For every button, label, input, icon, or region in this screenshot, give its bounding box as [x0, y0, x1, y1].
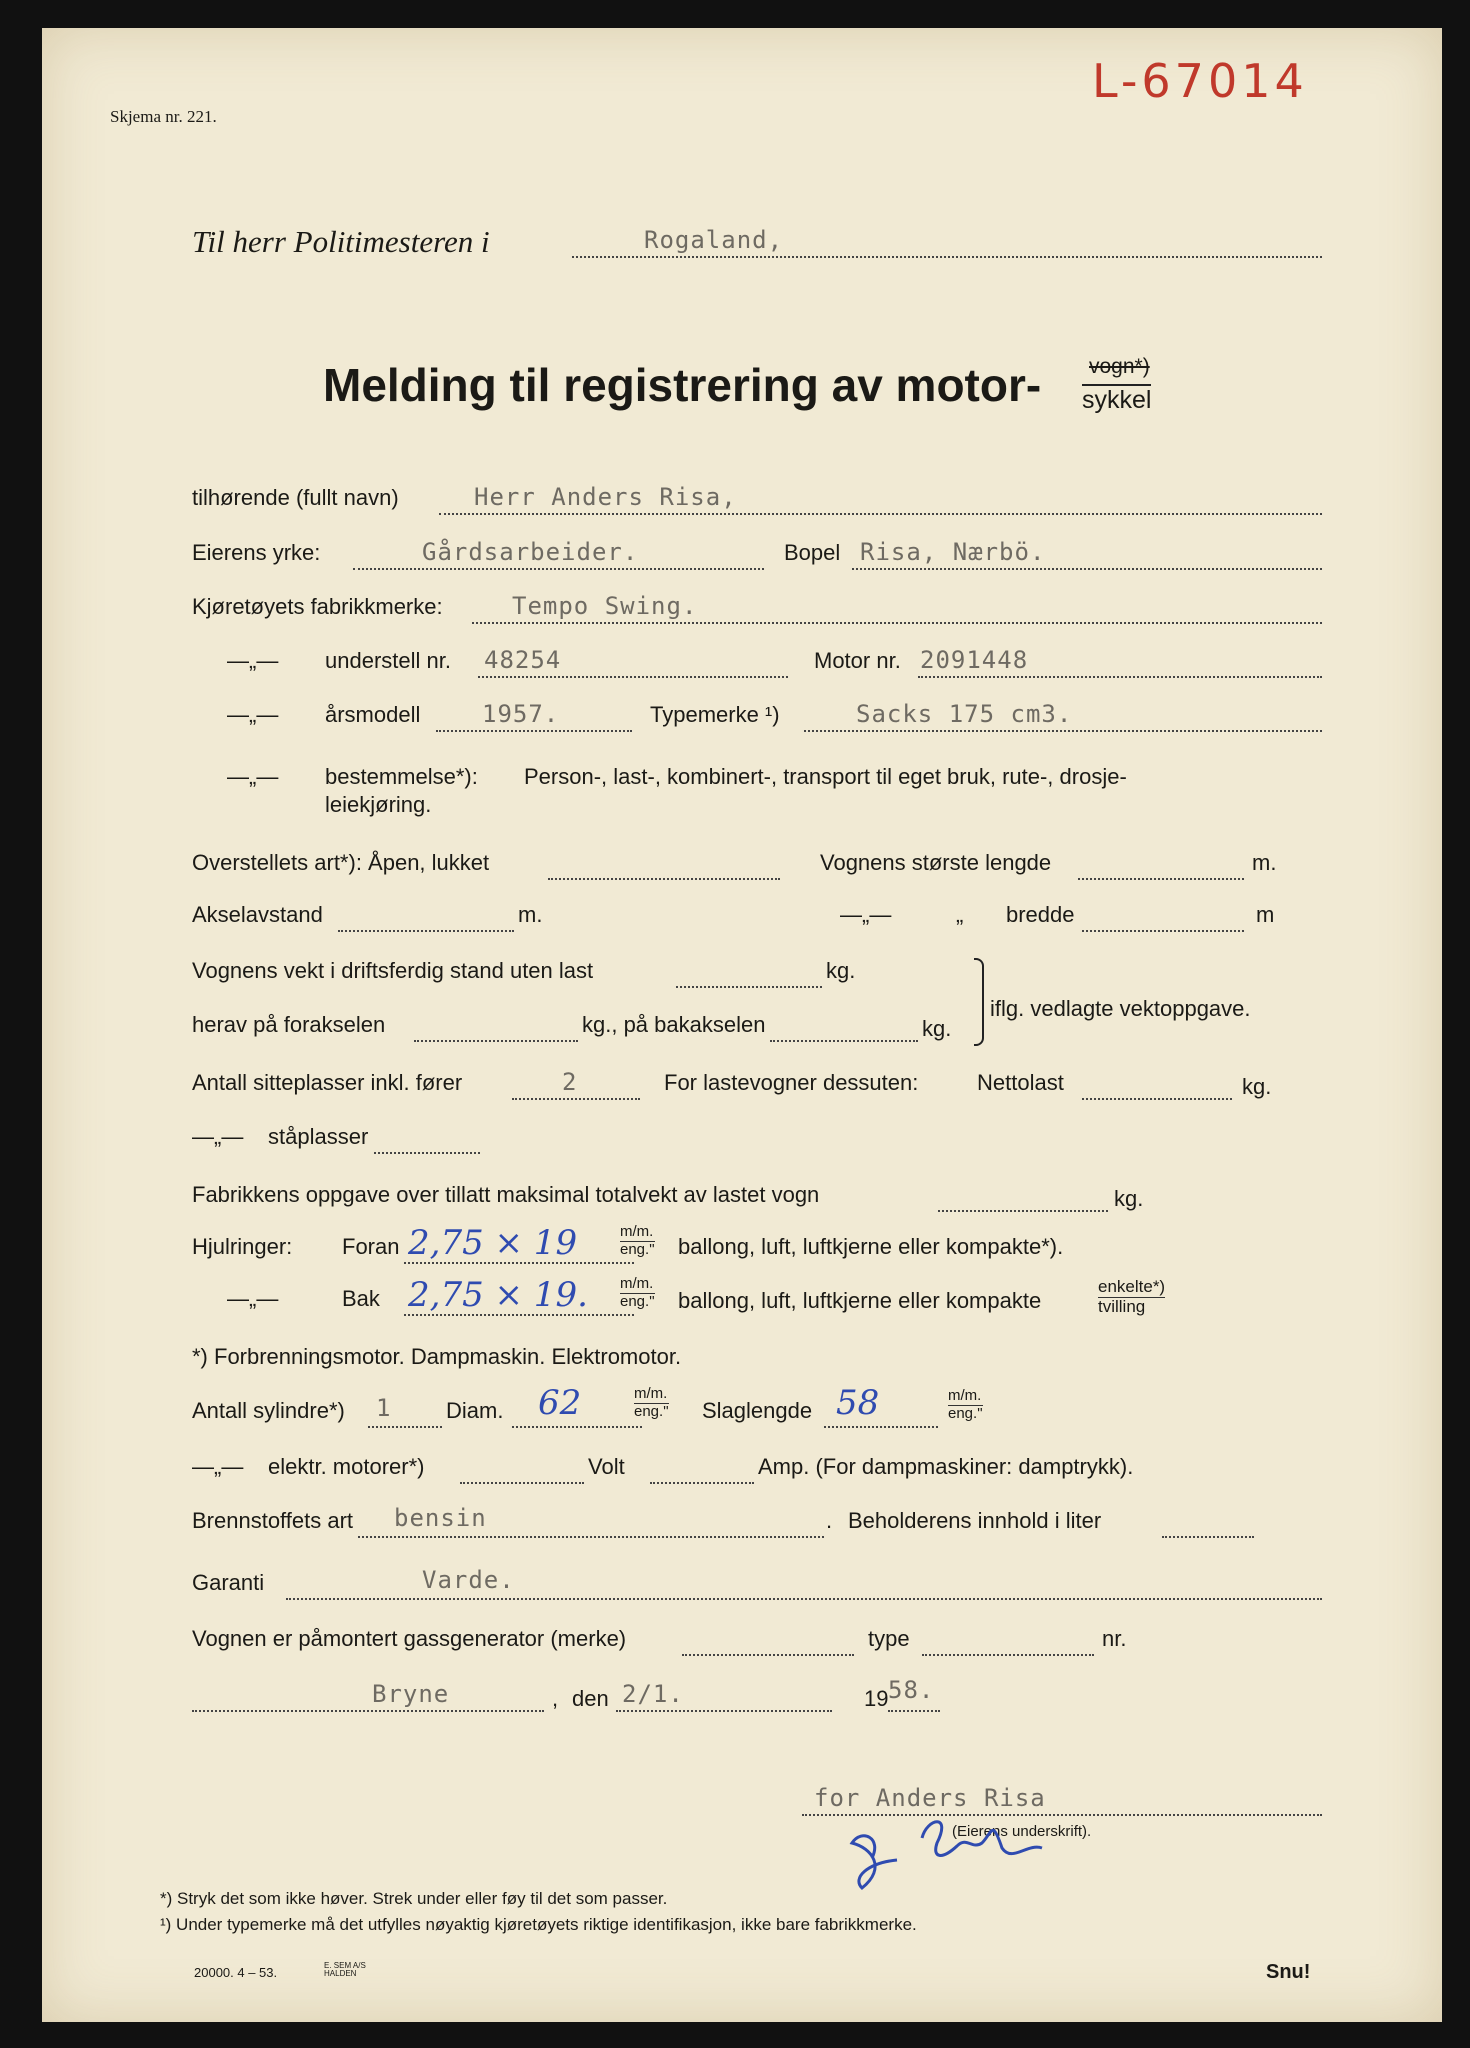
rear-tyre-value: 2,75 × 19. — [408, 1275, 588, 1315]
seats-value: 2 — [562, 1068, 578, 1096]
title-option-sykkel: sykkel — [1082, 386, 1152, 414]
weight-brace — [974, 958, 984, 1046]
front-tyre-value: 2,75 × 19 — [408, 1223, 578, 1263]
body-label: Overstellets art*): Åpen, lukket — [192, 850, 490, 875]
addressee-line — [572, 256, 1322, 258]
ditto-mark: —„— — [227, 1286, 279, 1311]
rear-axle-label: kg., på bakakselen — [582, 1012, 766, 1037]
owner-value: Herr Anders Risa, — [474, 483, 737, 511]
tank-line — [1162, 1536, 1254, 1538]
year-label: årsmodell — [325, 702, 421, 727]
ditto-comma: „ — [956, 902, 964, 927]
gas-type-label: type — [868, 1626, 910, 1651]
signature-for: for Anders Risa — [814, 1784, 1046, 1812]
type-label: Typemerke ¹) — [650, 702, 780, 727]
guarantee-label: Garanti — [192, 1570, 265, 1595]
engine-types: *) Forbrenningsmotor. Dampmaskin. Elektromotor. — [192, 1344, 682, 1369]
seats-label: Antall sitteplasser inkl. fører — [192, 1070, 463, 1095]
turn-over-note: Snu! — [1266, 1961, 1311, 1983]
cylinders-value: 1 — [376, 1394, 392, 1422]
form-title: Melding til registrering av motor- — [323, 359, 1042, 411]
maxweight-unit: kg. — [1114, 1186, 1144, 1211]
width-unit: m — [1256, 902, 1275, 927]
netload-unit: kg. — [1242, 1074, 1272, 1099]
period-mark: . — [826, 1508, 833, 1533]
fuel-value: bensin — [394, 1504, 487, 1532]
year-line-sig — [888, 1710, 940, 1712]
guarantee-value: Varde. — [422, 1566, 515, 1594]
width-label: bredde — [1006, 902, 1075, 927]
front-tyre-unit: m/m. eng." — [620, 1223, 655, 1258]
standing-line — [374, 1152, 480, 1154]
volt-label: Volt — [588, 1454, 625, 1479]
purpose-options: Person-, last-, kombinert-, transport til eget bruk, rute-, drosje- — [524, 764, 1127, 789]
residence-line — [852, 568, 1322, 570]
volt-line — [650, 1482, 754, 1484]
cylinders-line — [368, 1426, 442, 1428]
signature-date: 2/1. — [622, 1680, 684, 1708]
electric-motors-line — [460, 1482, 584, 1484]
print-code: 20000. 4 – 53. — [194, 1965, 278, 1980]
type-value: Sacks 175 cm3. — [856, 700, 1073, 728]
make-label: Kjøretøyets fabrikkmerke: — [192, 594, 443, 619]
signature-caption: (Eierens underskrift). — [952, 1823, 1092, 1840]
title-option-vogn: vogn*) — [1089, 355, 1150, 378]
rear-tyre-label: Bak — [342, 1286, 380, 1311]
front-tyre-options: ballong, luft, luftkjerne eller kompakte*). — [678, 1234, 1064, 1259]
gas-generator-label: Vognen er påmontert gassgenerator (merke) — [192, 1626, 627, 1651]
standing-label: ståplasser — [268, 1124, 369, 1149]
rear-axle-line — [770, 1040, 918, 1042]
purpose-options-cont: leiekjøring. — [325, 792, 432, 817]
single-twin-option: enkelte*) tvilling — [1098, 1277, 1166, 1316]
front-tyre-label: Foran — [342, 1234, 400, 1259]
year-value: 1957. — [482, 700, 560, 728]
front-axle-line — [414, 1040, 578, 1042]
registration-number: L-67014 — [1092, 54, 1308, 108]
ditto-mark: —„— — [227, 702, 279, 727]
diameter-label: Diam. — [446, 1398, 504, 1423]
gas-nr-label: nr. — [1102, 1626, 1127, 1651]
motor-label: Motor nr. — [814, 648, 901, 673]
residence-value: Risa, Nærbö. — [860, 538, 1046, 566]
guarantee-line — [286, 1598, 1322, 1600]
length-label: Vognens største lengde — [820, 850, 1052, 875]
year-line — [436, 730, 632, 732]
make-line — [472, 622, 1322, 624]
fuel-label: Brennstoffets art — [192, 1508, 354, 1533]
ditto-mark: —„— — [840, 902, 892, 927]
diameter-line — [512, 1426, 642, 1428]
printer-mark: E. SEM A/S HALDEN — [324, 1961, 366, 1978]
maxweight-label: Fabrikkens oppgave over tillatt maksimal totalvekt av lastet vogn — [192, 1182, 820, 1207]
seats-line — [512, 1098, 640, 1100]
chassis-label: understell nr. — [325, 648, 451, 673]
den-label: den — [572, 1686, 609, 1711]
diameter-value: 62 — [538, 1383, 582, 1423]
residence-label: Bopel — [784, 540, 841, 565]
rear-tyre-options: ballong, luft, luftkjerne eller kompakte — [678, 1288, 1042, 1313]
ditto-mark: —„— — [227, 648, 279, 673]
electric-motors-label: elektr. motorer*) — [268, 1454, 425, 1479]
ditto-mark: —„— — [227, 764, 279, 789]
date-line — [616, 1710, 832, 1712]
gas-type-line — [922, 1654, 1094, 1656]
comma-mark: , — [552, 1686, 559, 1711]
handwritten-signature — [842, 1788, 1082, 1898]
occupation-label: Eierens yrke: — [192, 540, 321, 565]
netload-label: Nettolast — [977, 1070, 1064, 1095]
motor-value: 2091448 — [920, 646, 1029, 674]
axle-label: Akselavstand — [192, 902, 323, 927]
netload-line — [1082, 1098, 1232, 1100]
axle-unit: m. — [518, 902, 543, 927]
purpose-label: bestemmelse*): — [325, 764, 478, 789]
type-line — [804, 730, 1322, 732]
fuel-line — [358, 1536, 824, 1538]
signature-place: Bryne — [372, 1680, 450, 1708]
motor-line — [918, 676, 1322, 678]
ditto-mark: —„— — [192, 1124, 244, 1149]
owner-label: tilhørende (fullt navn) — [192, 485, 399, 510]
footnote-one: ¹) Under typemerke må det utfylles nøyaktig kjøretøyets riktige identifikasjon, ikke bare fabrikkmerke. — [160, 1915, 917, 1934]
owner-line — [439, 513, 1322, 515]
width-line — [1082, 930, 1244, 932]
form-number: Skjema nr. 221. — [110, 107, 217, 126]
stroke-value: 58 — [836, 1383, 880, 1423]
year-suffix: 58. — [888, 1676, 935, 1704]
amp-label: Amp. (For dampmaskiner: damptrykk). — [758, 1454, 1134, 1479]
length-line — [1078, 878, 1244, 880]
gas-generator-line — [682, 1654, 854, 1656]
ditto-mark: —„— — [192, 1454, 244, 1479]
axle-line — [338, 930, 514, 932]
wheels-label: Hjulringer: — [192, 1234, 293, 1259]
body-line — [548, 878, 780, 880]
make-value: Tempo Swing. — [512, 592, 698, 620]
footnote-asterisk: *) Stryk det som ikke høver. Strek under eller føy til det som passer. — [160, 1889, 668, 1908]
addressee-label: Til herr Politimesteren i — [192, 224, 490, 259]
stroke-label: Slaglengde — [702, 1398, 813, 1423]
occupation-line — [353, 568, 764, 570]
tank-label: Beholderens innhold i liter — [848, 1508, 1102, 1533]
length-unit: m. — [1252, 850, 1277, 875]
maxweight-line — [938, 1210, 1108, 1212]
chassis-value: 48254 — [484, 646, 562, 674]
rear-axle-unit: kg. — [922, 1016, 952, 1041]
weight-line — [676, 986, 822, 988]
weight-note: iflg. vedlagte vektoppgave. — [990, 996, 1251, 1021]
stroke-unit: m/m. eng." — [948, 1387, 983, 1422]
year-prefix: 19 — [864, 1686, 889, 1711]
cargo-label: For lastevogner dessuten: — [664, 1070, 919, 1095]
stroke-line — [824, 1426, 938, 1428]
diameter-unit: m/m. eng." — [634, 1385, 669, 1420]
weight-label: Vognens vekt i driftsferdig stand uten last — [192, 958, 594, 983]
addressee-value: Rogaland, — [644, 226, 784, 254]
front-axle-label: herav på forakselen — [192, 1012, 386, 1037]
weight-unit: kg. — [826, 958, 856, 983]
rear-tyre-unit: m/m. eng." — [620, 1275, 655, 1310]
form-page — [42, 28, 1442, 2022]
place-line — [192, 1710, 544, 1712]
occupation-value: Gårdsarbeider. — [422, 538, 639, 566]
cylinders-label: Antall sylindre*) — [192, 1398, 345, 1423]
chassis-line — [478, 676, 788, 678]
